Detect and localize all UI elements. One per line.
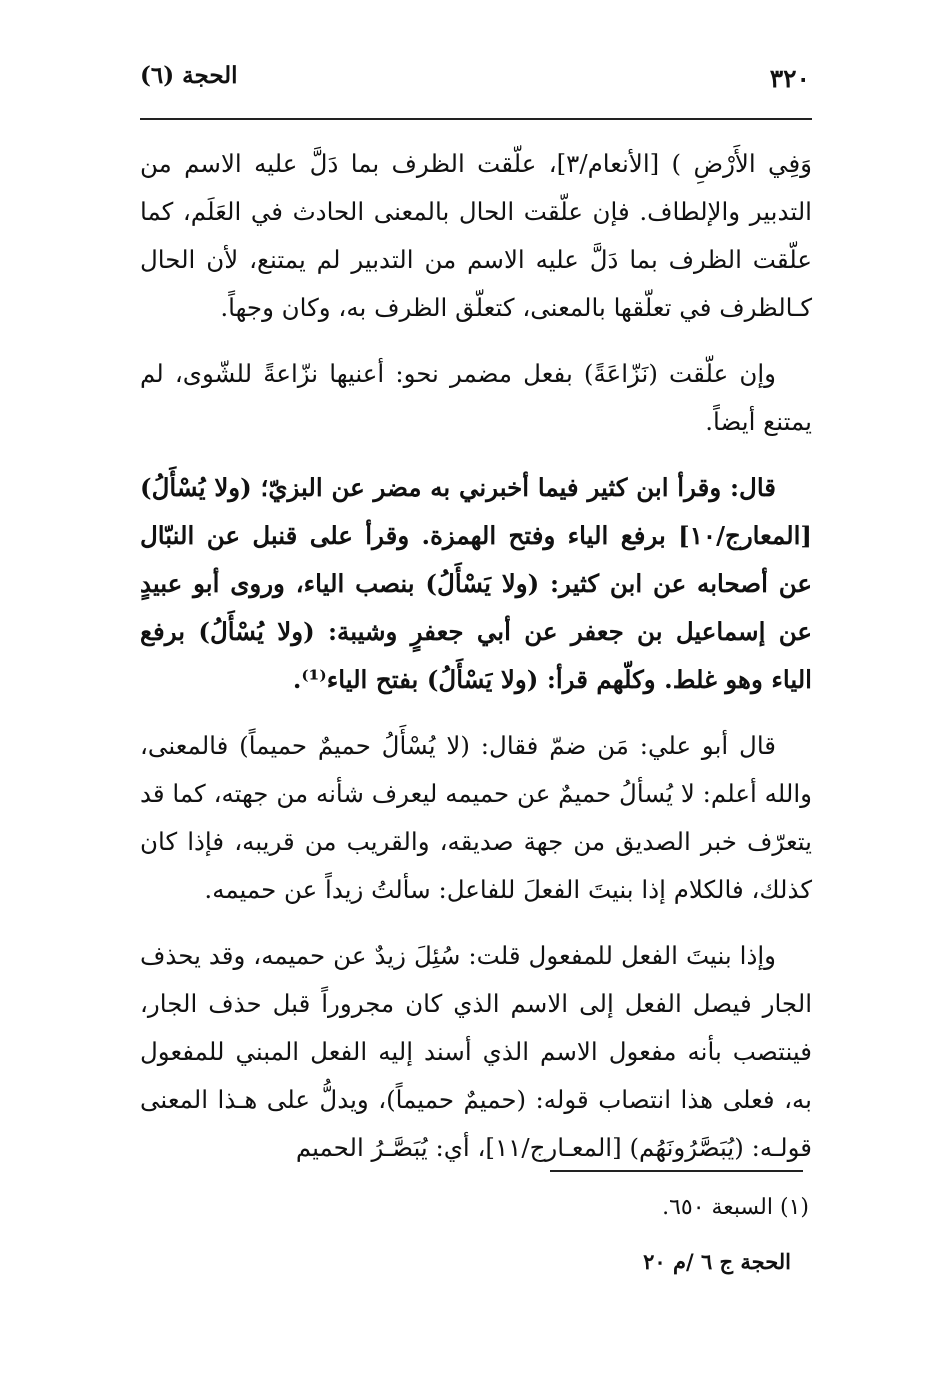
paragraph-passive: وإذا بنيتَ الفعل للمفعول قلت: سُئِلَ زيدٌ عن حميمه، وقد يحذف الجار فيصل الفعل إلى الاسم الذي كان مجروراً قبل حذف الجار، فينتصب بأنه مفعول الاسم الذي أسند إليه الفعل المبني للمفعول به، فعلى هذا انتصاب قوله: (حميمٌ حميماً)، ويدلُّ على هـذا المعنى قولـه: (يُبَصَّرُونَهُم) [المعـارج/١١]، أي: يُبَصَّـرُ الحميم xyxy=(140,941,812,1162)
paragraph-qiraat: قال: وقرأ ابن كثير فيما أخبرني به مضر عن البزيّ؛ (ولا يُسْأَلُ) [المعارج/١٠] برفع الياء وفتح الهمزة. وقرأ على قنبل عن النبّال عن أصحابه عن ابن كثير: (ولا يَسْأَلُ) بنصب الياء، وروى أبو عبيدٍ عن إسماعيل بن جعفر عن أبي جعفرٍ وشيبة: (ولا يُسْأَلُ) برفع الياء وهو غلط. وكلّهم قرأ: (ولا يَسْأَلُ) بفتح الياء⁽¹⁾. xyxy=(140,473,812,694)
footnote-divider xyxy=(550,1170,803,1172)
page-header xyxy=(140,58,810,102)
signature-mark: الحجة ج ٦ /م ٢٠ xyxy=(643,1249,791,1274)
paragraph-abu-ali: قال أبو علي: مَن ضمّ فقال: (لا يُسْأَلُ حميمٌ حميماً) فالمعنى، والله أعلم: لا يُسألُ حميمٌ عن حميمه ليعرف شأنه من جهته، كما قد يتعرّف خبر الصديق من جهة صديقه، والقريب من قريبه، فإذا كان كذلك، فالكلام إذا بنيتَ الفعلَ للفاعل: سألتُ زيداً عن حميمه. xyxy=(140,731,812,904)
main-text xyxy=(140,140,812,1190)
running-title: الحجة (٦) xyxy=(140,62,238,89)
header-divider xyxy=(140,118,812,120)
page-number: ٣٢٠ xyxy=(769,64,810,93)
paragraph-continuation: وَفِي الأَرْضِ ) [الأنعام/٣]، علّقت الظرف بما دَلَّ عليه الاسم من التدبير والإلطاف. فإن علّقت الحال بالمعنى الحادث في العَلَم، كما علّقت الظرف بما دَلَّ عليه الاسم من التدبير لم يمتنع، لأن الحال كـالظرف في تعلّقها بالمعنى، كتعلّق الظرف به، وكان وجهاً. xyxy=(140,149,813,322)
footnote: (١) السبعة ٦٥٠. xyxy=(662,1195,809,1220)
paragraph-nazzaah: وإن علّقت (نَزّاعَةً) بفعل مضمر نحو: أعنيها نزّاعةً للشّوى، لم يمتنع أيضاً. xyxy=(140,359,812,436)
